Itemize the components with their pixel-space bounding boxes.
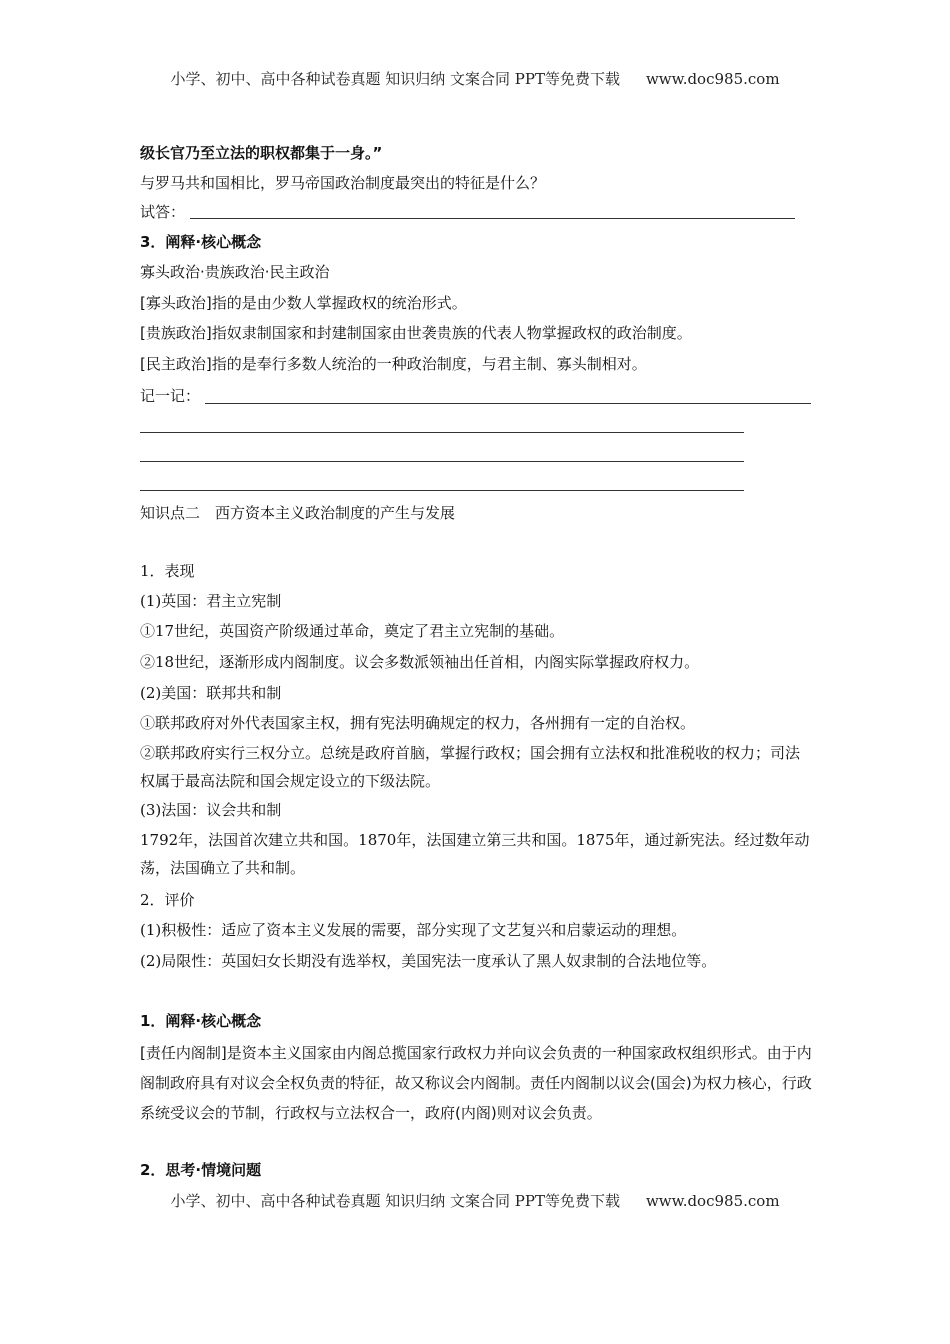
section-heading-evaluation: 2．评价 (140, 891, 195, 909)
note-label: 记一记： (140, 387, 201, 405)
definition-cabinet-system: [责任内阁制]是资本主义国家由内阁总揽国家行政权力并向议会负责的一种国家政权组织形式。由于内阁制政府具有对议会全权负责的特征，故又称议会内阁制。责任内阁制以议会(国会)为权力核心，行政系统受议会的节制，行政权与立法权合一，政府(内阁)则对议会负责。 (140, 1044, 812, 1122)
uk-point-2: ②18世纪，逐渐形成内阁制度。议会多数派领袖出任首相，内阁实际掌握政府权力。 (140, 653, 700, 671)
note-line-4 (140, 490, 744, 491)
note-line-3 (140, 461, 744, 462)
quote-tail: 级长官乃至立法的职权都集于一身。” (140, 144, 383, 162)
answer-line (190, 218, 795, 219)
header-site: www.doc985.com (645, 70, 780, 88)
concept-heading-2: 1．阐释·核心概念 (140, 1012, 262, 1030)
section-heading-performance: 1．表现 (140, 562, 195, 580)
evaluation-limitation: (2)局限性：英国妇女长期没有选举权，美国宪法一度承认了黑人奴隶制的合法地位等。 (140, 952, 717, 970)
definition-oligarchy: [寡头政治]指的是由少数人掌握政权的统治形式。 (140, 294, 467, 312)
evaluation-positive: (1)积极性：适应了资本主义发展的需要，部分实现了文艺复兴和启蒙运动的理想。 (140, 921, 687, 939)
definition-aristocracy: [贵族政治]指奴隶制国家和封建制国家由世袭贵族的代表人物掌握政权的政治制度。 (140, 324, 692, 342)
answer-label: 试答： (140, 203, 186, 221)
concept-heading-3: 2．思考·情境问题 (140, 1161, 262, 1179)
france-heading: (3)法国：议会共和制 (140, 801, 282, 819)
uk-heading: (1)英国：君主立宪制 (140, 592, 282, 610)
section-title: 知识点二 西方资本主义政治制度的产生与发展 (140, 504, 456, 522)
page-header (0, 68, 950, 89)
uk-point-1: ①17世纪，英国资产阶级通过革命，奠定了君主立宪制的基础。 (140, 622, 565, 640)
header-text: 小学、初中、高中各种试卷真题 知识归纳 文案合同 PPT等免费下载 (170, 70, 620, 88)
france-point: 1792年，法国首次建立共和国。1870年，法国建立第三共和国。1875年，通过新宪法。经过数年动荡，法国确立了共和制。 (140, 831, 810, 877)
definition-democracy: [民主政治]指的是奉行多数人统治的一种政治制度，与君主制、寡头制相对。 (140, 355, 647, 373)
us-point-1: ①联邦政府对外代表国家主权，拥有宪法明确规定的权力，各州拥有一定的自治权。 (140, 714, 696, 732)
note-line-2 (140, 432, 744, 433)
page-footer (0, 1190, 950, 1211)
question: 与罗马共和国相比，罗马帝国政治制度最突出的特征是什么？ (140, 174, 546, 192)
us-heading: (2)美国：联邦共和制 (140, 684, 282, 702)
footer-text: 小学、初中、高中各种试卷真题 知识归纳 文案合同 PPT等免费下载 (170, 1192, 620, 1210)
footer-site: www.doc985.com (645, 1192, 780, 1210)
concept-heading: 3．阐释·核心概念 (140, 233, 262, 251)
concept-title: 寡头政治·贵族政治·民主政治 (140, 263, 330, 281)
note-line-1 (205, 403, 811, 404)
us-point-2: ②联邦政府实行三权分立。总统是政府首脑，掌握行政权；国会拥有立法权和批准税收的权力；司法权属于最高法院和国会规定设立的下级法院。 (140, 744, 801, 790)
